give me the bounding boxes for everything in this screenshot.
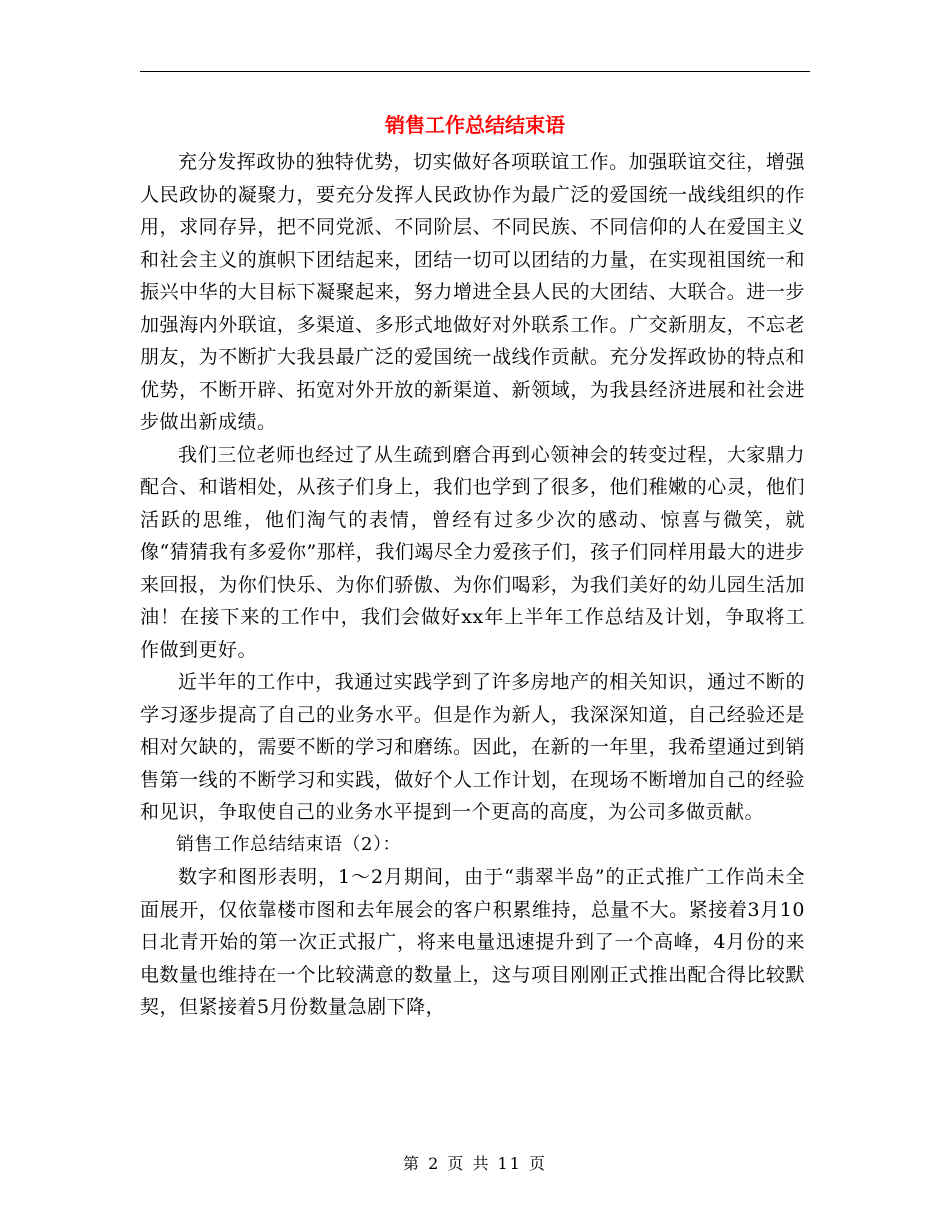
paragraph-2: 我们三位老师也经过了从生疏到磨合再到心领神会的转变过程，大家鼎力配合、和谐相处，从孩子们身上，我们也学到了很多，他们稚嫩的心灵，他们活跃的思维，他们淘气的表情，曾经有过多少次的感动、惊喜与微笑，就像“猜猜我有多爱你”那样，我们竭尽全力爱孩子们，孩子们同样用最大的进步来回报，为你们快乐、为你们骄傲、为你们喝彩，为我们美好的幼儿园生活加油！在接下来的工作中，我们会做好xx年上半年工作总结及计划，争取将工作做到更好。: [140, 443, 805, 661]
page-number-footer: 第 2 页 共 11 页: [403, 1154, 547, 1173]
paragraph-4: 数字和图形表明，1～2月期间，由于“翡翠半岛”的正式推广工作尚未全面展开，仅依靠楼市图和去年展会的客户积累维持，总量不大。紧接着3月10日北青开始的第一次正式报广，将来电量迅速提升到了一个高峰，4月份的来电数量也维持在一个比较满意的数量上，这与项目刚刚正式推出配合得比较默契，但紧接着5月份数量急剧下降，: [140, 866, 805, 1018]
section-subheading: 销售工作总结结束语（2）：: [176, 833, 401, 855]
document-title: 销售工作总结结束语: [385, 113, 565, 137]
header-rule: [140, 71, 810, 72]
document-body: [140, 146, 805, 1024]
paragraph-1: 充分发挥政协的独特优势，切实做好各项联谊工作。加强联谊交往，增强人民政协的凝聚力，要充分发挥人民政协作为最广泛的爱国统一战线组织的作用，求同存异，把不同党派、不同阶层、不同民族、不同信仰的人在爱国主义和社会主义的旗帜下团结起来，团结一切可以团结的力量，在实现祖国统一和振兴中华的大目标下凝聚起来，努力增进全县人民的大团结、大联合。进一步加强海内外联谊，多渠道、多形式地做好对外联系工作。广交新朋友，不忘老朋友，为不断扩大我县最广泛的爱国统一战线作贡献。充分发挥政协的特点和优势，不断开辟、拓宽对外开放的新渠道、新领域，为我县经济进展和社会进步做出新成绩。: [140, 151, 805, 433]
paragraph-3: 近半年的工作中，我通过实践学到了许多房地产的相关知识，通过不断的学习逐步提高了自己的业务水平。但是作为新人，我深深知道，自己经验还是相对欠缺的，需要不断的学习和磨练。因此，在新的一年里，我希望通过到销售第一线的不断学习和实践，做好个人工作计划，在现场不断增加自己的经验和见识，争取使自己的业务水平提到一个更高的高度，为公司多做贡献。: [140, 671, 805, 823]
